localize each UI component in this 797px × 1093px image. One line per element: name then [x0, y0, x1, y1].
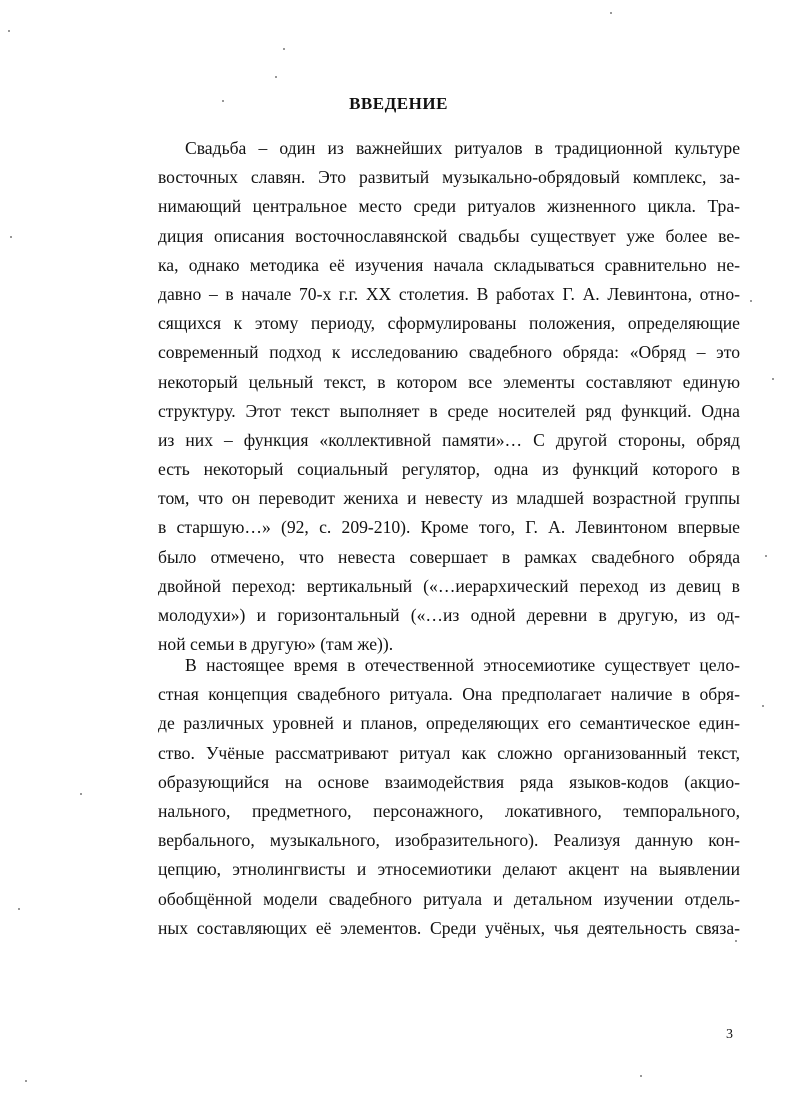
- page-number: 3: [726, 1027, 733, 1042]
- text-line: есть некоторый социальный регулятор, одна из функций которого в: [158, 459, 740, 480]
- scan-speck: [283, 48, 285, 50]
- text-line: ство. Учёные рассматривают ритуал как сложно организованный текст,: [158, 742, 740, 763]
- text-line: давно – в начале 70-х г.г. XX столетия. В работах Г. А. Левинтона, отно-: [158, 283, 740, 304]
- paragraph-1: [158, 134, 740, 659]
- scan-speck: [222, 100, 224, 102]
- scan-speck: [80, 793, 82, 795]
- page-title: ВВЕДЕНИЕ: [349, 94, 448, 113]
- text-line: ка, однако методика её изучения начала складываться сравнительно не-: [158, 254, 740, 275]
- scan-speck: [275, 76, 277, 78]
- scan-speck: [610, 12, 612, 14]
- scan-speck: [25, 1080, 27, 1082]
- text-line: цепцию, этнолингвисты и этносемиотики делают акцент на выявлении: [158, 859, 740, 880]
- text-line: сящихся к этому периоду, сформулированы положения, определяющие: [158, 313, 740, 334]
- text-line: вербального, музыкального, изобразительного). Реализуя данную кон-: [158, 830, 740, 851]
- scan-speck: [735, 940, 737, 942]
- text-line: ных составляющих её элементов. Среди учёных, чья деятельность связа-: [158, 917, 740, 938]
- text-line: восточных славян. Это развитый музыкально-обрядовый комплекс, за-: [158, 167, 740, 188]
- text-line: из них – функция «коллективной памяти»… С другой стороны, обряд: [158, 429, 740, 450]
- scan-speck: [762, 705, 764, 707]
- text-line: структуру. Этот текст выполняет в среде носителей ряд функций. Одна: [158, 400, 740, 421]
- text-line: некоторый цельный текст, в котором все элементы составляют единую: [158, 371, 740, 392]
- scan-speck: [10, 236, 12, 238]
- scan-speck: [640, 1075, 642, 1077]
- scan-speck: [8, 30, 10, 32]
- text-line: молодухи») и горизонтальный («…из одной деревни в другую, из од-: [158, 605, 740, 625]
- text-line: ной семьи в другую» (там же)).: [158, 634, 394, 655]
- text-line: диция описания восточнославянской свадьбы существует уже более ве-: [158, 225, 740, 246]
- text-line: том, что он переводит жениха и невесту из младшей возрастной группы: [158, 488, 740, 509]
- text-line: В настоящее время в отечественной этносемиотике существует цело-: [185, 655, 740, 675]
- text-line: нального, предметного, персонажного, локативного, темпорального,: [158, 800, 740, 821]
- text-line: стная концепция свадебного ритуала. Она предполагает наличие в обря-: [158, 684, 740, 705]
- text-line: образующийся на основе взаимодействия ряда языков-кодов (акцио-: [158, 771, 740, 792]
- text-line: Свадьба – один из важнейших ритуалов в традиционной культуре: [185, 138, 740, 158]
- text-line: де различных уровней и планов, определяющих его семантическое един-: [158, 713, 740, 734]
- text-line: в старшую…» (92, с. 209-210). Кроме того, Г. А. Левинтоном впервые: [158, 517, 740, 538]
- scan-speck: [772, 378, 774, 380]
- text-line: нимающий центральное место среди ритуалов жизненного цикла. Тра-: [158, 196, 740, 217]
- text-line: двойной переход: вертикальный («…иерархический переход из девиц в: [158, 575, 740, 596]
- scan-speck: [765, 555, 767, 557]
- scan-speck: [750, 300, 752, 302]
- text-line: обобщённой модели свадебного ритуала и детальном изучении отдель-: [158, 888, 740, 909]
- text-line: современный подход к исследованию свадебного обряда: «Обряд – это: [158, 342, 740, 363]
- paragraph-2: [158, 651, 740, 943]
- scan-speck: [18, 908, 20, 910]
- text-line: было отмечено, что невеста совершает в рамках свадебного обряда: [158, 546, 740, 567]
